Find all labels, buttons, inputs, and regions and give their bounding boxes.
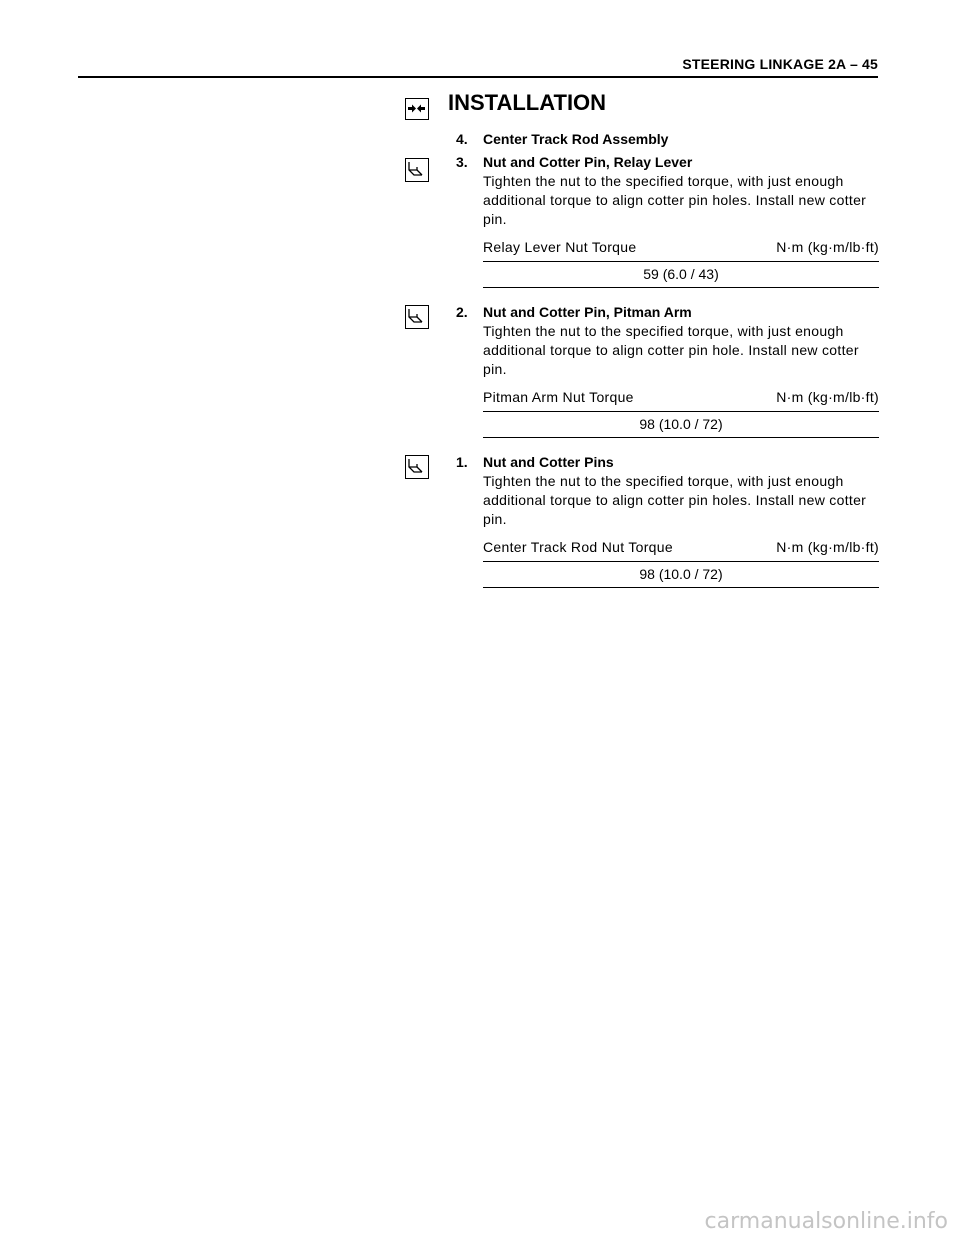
torque-unit: N·m (kg·m/lb·ft)	[776, 539, 879, 555]
torque-unit: N·m (kg·m/lb·ft)	[776, 239, 879, 255]
page-header-title: STEERING LINKAGE 2A – 45	[682, 56, 878, 72]
step-number: 1.	[456, 454, 468, 470]
step-description: Tighten the nut to the specified torque, with just enough additional torque to align cotter pin hole. Install new cotter pin.	[483, 323, 859, 377]
torque-value: 59 (6.0 / 43)	[483, 262, 879, 288]
step-number: 4.	[456, 131, 468, 147]
tighten-wrench-icon	[405, 455, 429, 479]
torque-label: Pitman Arm Nut Torque	[483, 389, 634, 405]
torque-label: Relay Lever Nut Torque	[483, 239, 637, 255]
installation-arrows-icon	[405, 98, 429, 120]
page-header	[78, 52, 878, 78]
torque-spec-relay-lever	[483, 236, 879, 288]
step-title: Nut and Cotter Pins	[483, 454, 614, 470]
torque-value: 98 (10.0 / 72)	[483, 562, 879, 588]
step-title: Center Track Rod Assembly	[483, 131, 669, 147]
torque-label: Center Track Rod Nut Torque	[483, 539, 673, 555]
step-title: Nut and Cotter Pin, Pitman Arm	[483, 304, 692, 320]
watermark: carmanualsonline.info	[704, 1209, 948, 1234]
step-description: Tighten the nut to the specified torque, with just enough additional torque to align cotter pin holes. Install new cotter pin.	[483, 173, 867, 227]
tighten-wrench-icon	[405, 158, 429, 182]
torque-spec-header	[483, 386, 879, 412]
torque-spec-pitman-arm	[483, 386, 879, 438]
torque-value: 98 (10.0 / 72)	[483, 412, 879, 438]
step-title: Nut and Cotter Pin, Relay Lever	[483, 154, 693, 170]
torque-spec-center-track-rod	[483, 536, 879, 588]
tighten-wrench-icon	[405, 305, 429, 329]
step-number: 2.	[456, 304, 468, 320]
step-description: Tighten the nut to the specified torque, with just enough additional torque to align cotter pin holes. Install new cotter pin.	[483, 473, 867, 527]
torque-spec-header	[483, 236, 879, 262]
torque-unit: N·m (kg·m/lb·ft)	[776, 389, 879, 405]
step-number: 3.	[456, 154, 468, 170]
torque-spec-header	[483, 536, 879, 562]
section-title: INSTALLATION	[448, 90, 607, 115]
